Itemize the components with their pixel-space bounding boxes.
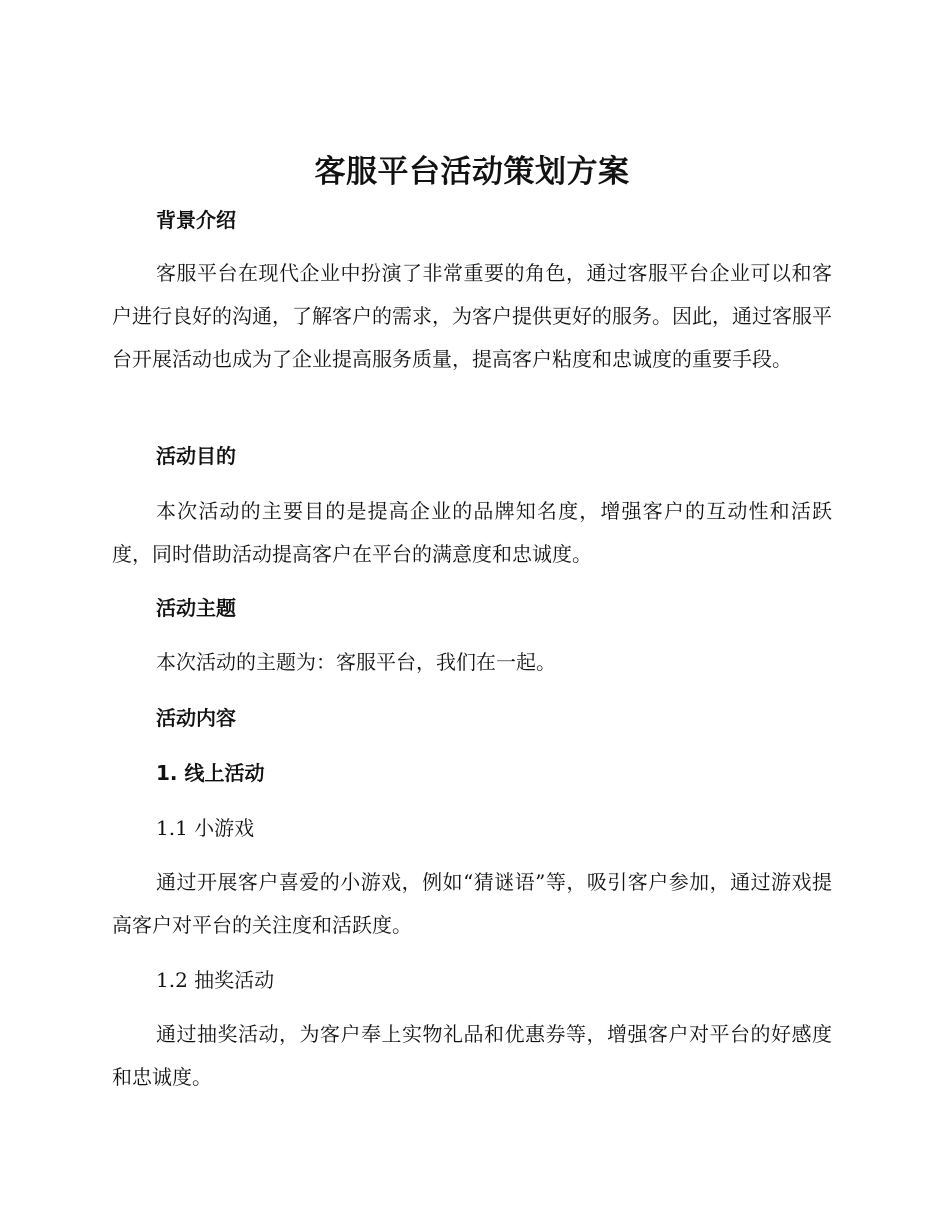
subheading-online-activities: 1. 线上活动	[156, 761, 265, 785]
paragraph-theme: 本次活动的主题为：客服平台，我们在一起。	[156, 650, 556, 674]
paragraph-background: 客服平台在现代企业中扮演了非常重要的角色，通过客服平台企业可以和客户进行良好的沟通，了解客户的需求，为客户提供更好的服务。因此，通过客服平台开展活动也成为了企业提高服务质量，提高客户粘度和忠诚度的重要手段。	[112, 261, 832, 371]
paragraph-mini-games: 通过开展客户喜爱的小游戏，例如“猜谜语”等，吸引客户参加，通过游戏提高客户对平台的关注度和活跃度。	[112, 870, 832, 937]
section-heading-content: 活动内容	[156, 706, 236, 730]
paragraph-lottery: 通过抽奖活动，为客户奉上实物礼品和优惠券等，增强客户对平台的好感度和忠诚度。	[112, 1022, 832, 1089]
section-heading-background: 背景介绍	[156, 208, 236, 232]
paragraph-purpose: 本次活动的主要目的是提高企业的品牌知名度，增强客户的互动性和活跃度，同时借助活动提高客户在平台的满意度和忠诚度。	[112, 499, 832, 566]
subheading-lottery: 1.2 抽奖活动	[156, 968, 275, 992]
document-title: 客服平台活动策划方案	[314, 154, 630, 190]
section-heading-purpose: 活动目的	[156, 444, 236, 468]
subheading-mini-games: 1.1 小游戏	[156, 816, 255, 840]
document-page	[112, 0, 832, 1230]
section-heading-theme: 活动主题	[156, 596, 236, 620]
